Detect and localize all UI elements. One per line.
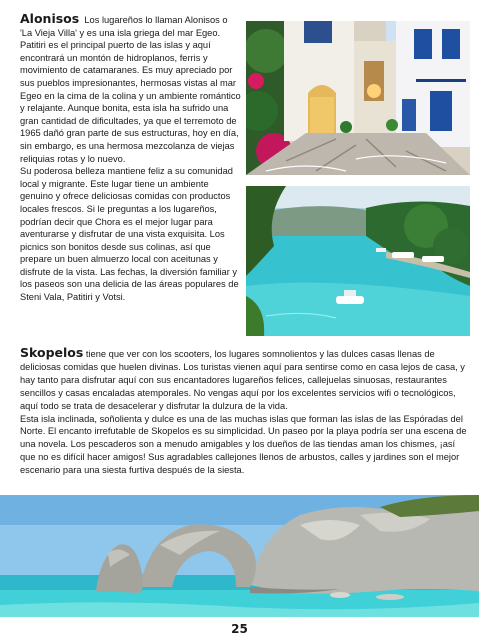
alonisos-paragraph-2: Su poderosa belleza mantiene feliz a su comunidad local y migrante. Este lugar tiene un ambiente genuino y ofrece deliciosas comidas con productos locales frescos. Si le preguntas a los lugareños, podrían decir que Chora es el mejor lugar para aventurarse y disfrutar de una vista exquisita. Los picnics son bonitos desde sus colinas, así que prepare un buen almuerzo local con aceitunas y disfrute de la vista. Las fechas, la diversión familiar y los paseos son una delicia de las áreas populares de Steni Vala, Patitiri y Votsi. xyxy=(20,166,239,303)
skopelos-heading: Skopelos xyxy=(20,345,84,360)
skopelos-text-1: tiene que ver con los scooters, los lugares somnolientos y las dulces casas llenas de deliciosas comidas que huelen divinas. Los turistas vienen aquí para sentirse como en casa lejos de casa, y hay tanto para disfrutar aquí con sus encantadores lugareños felices, callejuelas sinuosas, restaurantes sencillos y casas encaladas atemporales. No vengas aquí por los excelentes servicios wifi o tecnológicos, aquí todo se trata de desacelerar y disfrutar la dulzura de la vida. xyxy=(20,349,465,411)
skopelos-paragraph-1 xyxy=(20,347,470,413)
rock-arch-photo xyxy=(0,495,479,617)
alonisos-section xyxy=(20,13,242,304)
turquoise-bay-photo xyxy=(246,186,470,336)
village-street-photo xyxy=(246,21,470,175)
alonisos-heading: Alonisos xyxy=(20,11,80,26)
alonisos-text-1: Los lugareños lo llaman Alonisos o 'La Vieja Villa' y es una isla griega del mar Egeo. Patitiri es el principal puerto de las islas y aquí encontrará un montón de hidroplanos, ferris y movimiento de catamaranes. Es muy apreciado por sus pueblos impresionantes, hermosas vistas al mar Egeo en la cima de la colina y un ambiente romántico y relajante. Aunque bonita, esta isla ha sufrido una gran cantidad de dificultades, ya que el terremoto de 1965 dañó gran parte de sus estructuras, hoy en día, sin embargo, es una hermosa mezcolanza de viejas reliquias rotas y lo nuevo. xyxy=(20,15,241,164)
alonisos-paragraph-1 xyxy=(20,13,242,165)
page-number: 25 xyxy=(231,622,248,636)
skopelos-section xyxy=(20,347,470,477)
skopelos-paragraph-2: Esta isla inclinada, soñolienta y dulce es una de las muchas islas que forman las islas de las Espóradas del Norte. El encanto irrefutable de Skopelos es su simplicidad. Un paseo por la playa podría ser una escena de una novela. Los pescaderos son a menudo amigables y los dueños de las tiendas aman los chismes, ¡así que no es difícil hacer amigos! Sus agradables callejones llenos de arbustos, calles y jardines son el mejor escenario para una siesta furtiva después de la siesta. xyxy=(20,413,467,476)
